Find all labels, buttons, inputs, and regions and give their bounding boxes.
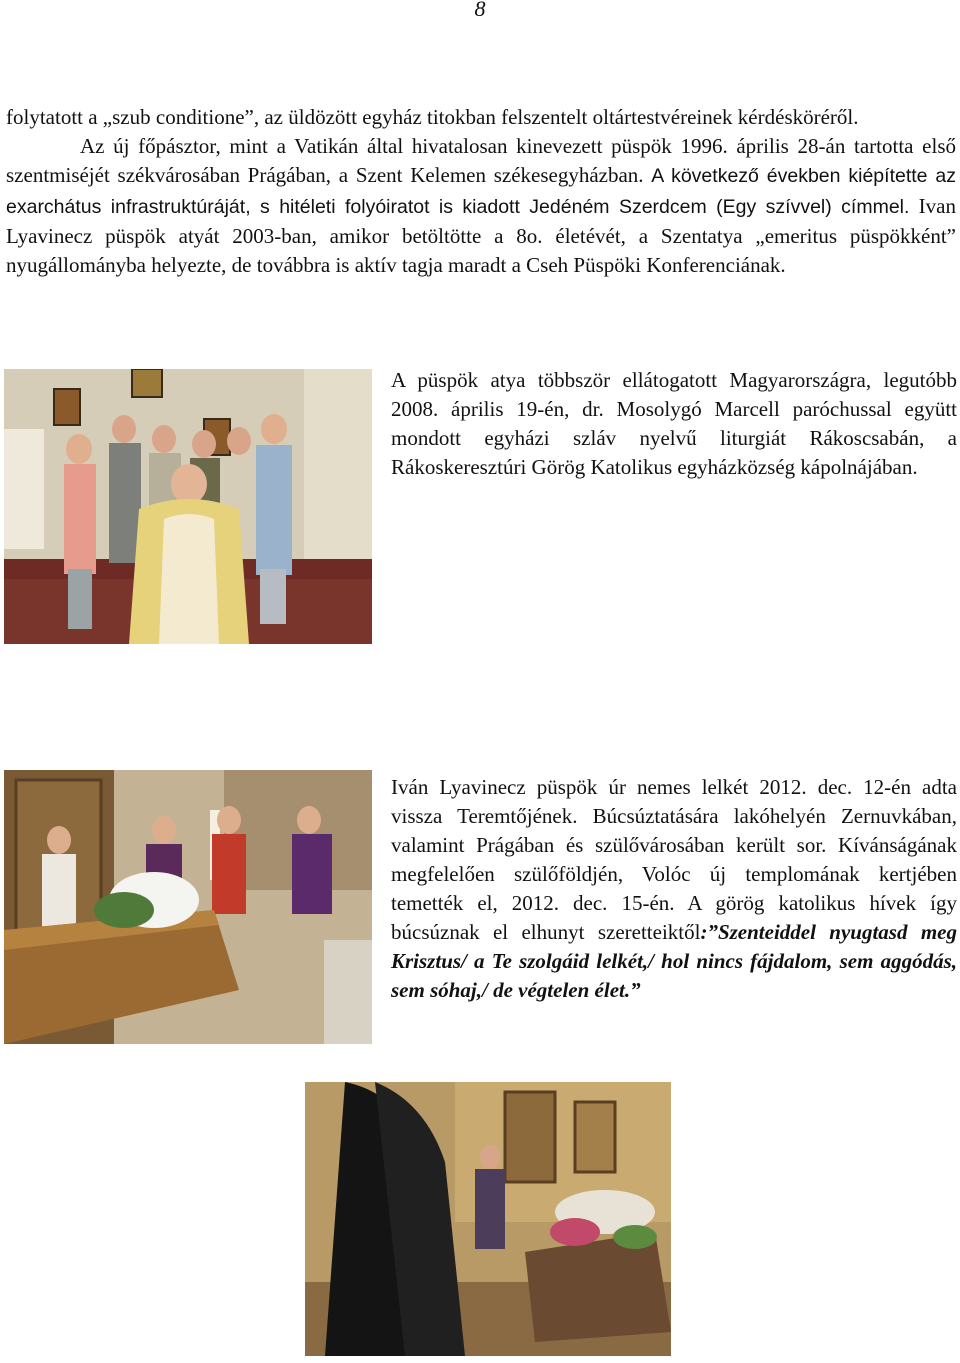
church-photo	[305, 1082, 671, 1356]
intro-paragraph-2-part-a: Az új főpásztor, mint a Vatikán által hivatalosan kinevezett püspök 1996. április 28-án tartotta első szentmiséjét székvárosában Prágában, a Szent Kelemen székesegyházban.	[6, 134, 956, 188]
page-number: 8	[474, 0, 486, 21]
group-photo-caption: A püspök atya többször ellátogatott Magyarországra, legutóbb 2008. április 19-én, dr. Mosolygó Marcell paróchussal együtt mondott egyházi szláv nyelvű liturgiát Rákoscsabán, a Rákoskeresztúri Görög Katolikus egyházközség kápolnájában.	[391, 368, 957, 479]
intro-text	[6, 103, 956, 280]
group-photo-illustration	[4, 369, 372, 644]
funeral-photo-illustration	[4, 770, 372, 1044]
intro-paragraph-1: folytatott a „szub conditione”, az üldözött egyház titokban felszentelt oltártestvéreinek kérdésköréről.	[6, 105, 859, 129]
intro-paragraph-2-part-b: A következő években kiépítette az exarchátus infrastruktúráját, s hitéleti folyóiratot is kiadott Jedéném Szerdcem (Egy szívvel) címmel.	[6, 165, 956, 218]
funeral-caption-text: Iván Lyavinecz püspök úr nemes lelkét 2012. dec. 12-én adta vissza Teremtőjének. Búcsúztatására lakóhelyén Zernuvkában, valamint Prágában és szülővárosában került sor. Kívánságának megfelelően szülőföldjén, Volóc új templomának kertjében temették el, 2012. dec. 15-én. A görög katolikus hívek így búcsúznak el elhunyt szeretteiktől	[391, 775, 957, 944]
funeral-caption-quote: :”Szenteiddel nyugtasd meg Krisztus/ a Te szolgáid lelkét,/ hol nincs fájdalom, sem aggódás, sem sóhaj,/ de végtelen élet.”	[391, 920, 957, 1002]
intro-paragraph-2-part-c: Ivan Lyavinecz püspök atyát 2003-ban, amikor betöltötte a 8o. életévét, a Szentatya „emeritus püspökként” nyugállományba helyezte, de továbbra is aktív tagja maradt a Cseh Püspöki Konferenciának.	[6, 193, 956, 278]
funeral-photo-caption	[391, 773, 957, 1005]
group-photo	[4, 369, 372, 644]
intro-paragraph-2	[6, 132, 956, 280]
funeral-photo	[4, 770, 372, 1044]
church-photo-illustration	[305, 1082, 671, 1356]
